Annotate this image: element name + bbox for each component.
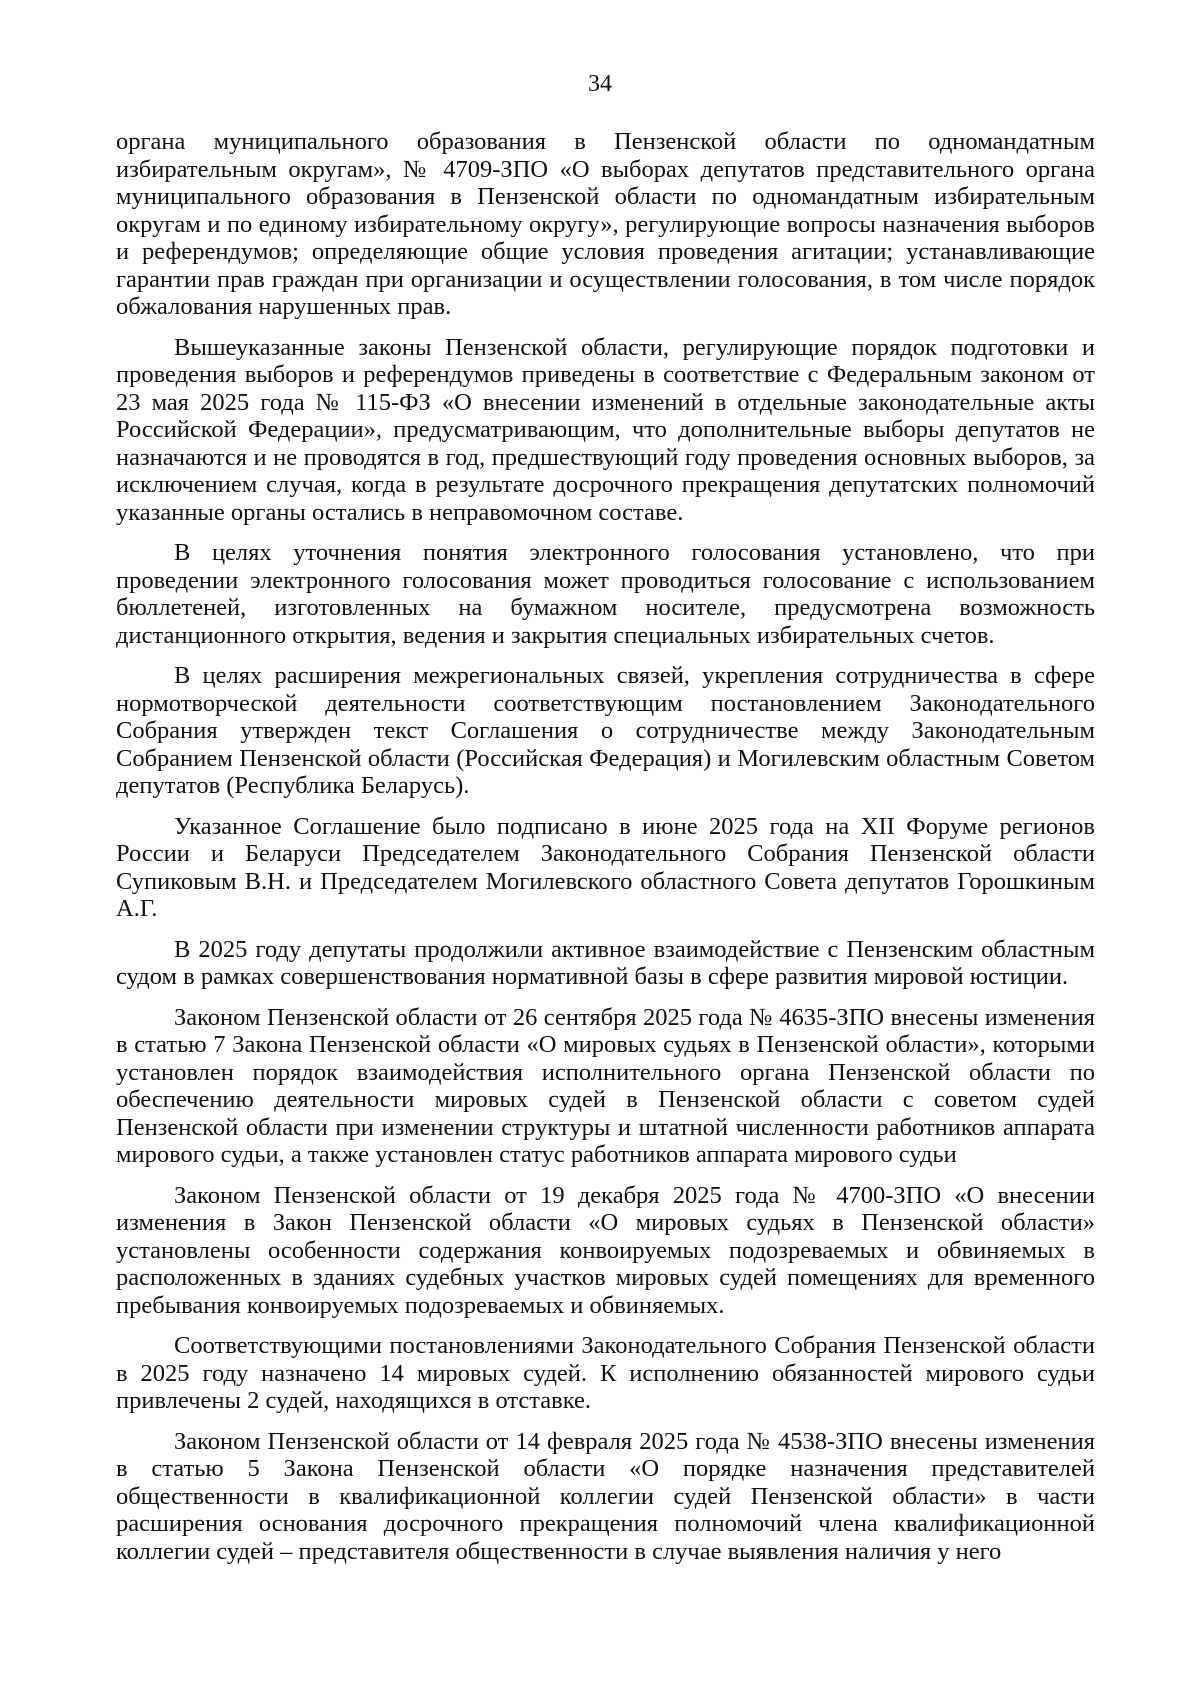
paragraph: В 2025 году депутаты продолжили активное взаимодействие с Пензенским областным судом в рамках совершенствования нормативной базы в сфере развития мировой юстиции. [116,935,1095,990]
paragraph: В целях уточнения понятия электронного голосования установлено, что при проведении электронного голосования может проводиться голосование с использованием бюллетеней, изготовленных на бумажном носителе, предусмотрена возможность дистанционного открытия, ведения и закрытия специальных избирательных счетов. [116,539,1095,649]
paragraph: Законом Пензенской области от 19 декабря 2025 года № 4700-ЗПО «О внесении изменения в Закон Пензенской области «О мировых судьях в Пензенской области» установлены особенности содержания конвоируемых подозреваемых и обвиняемых в расположенных в зданиях судебных участков мировых судей помещениях для временного пребывания конвоируемых подозреваемых и обвиняемых. [116,1181,1095,1319]
paragraph: Вышеуказанные законы Пензенской области, регулирующие порядок подготовки и проведения выборов и референдумов приведены в соответствие с Федеральным законом от 23 мая 2025 года № 115-ФЗ «О внесении изменений в отдельные законодательные акты Российской Федерации», предусматривающим, что дополнительные выборы депутатов не назначаются и не проводятся в год, предшествующий году проведения основных выборов, за исключением случая, когда в результате досрочного прекращения депутатских полномочий указанные органы остались в неправомочном составе. [116,333,1095,526]
paragraph: В целях расширения межрегиональных связей, укрепления сотрудничества в сфере нормотворческой деятельности соответствующим постановлением Законодательного Собрания утвержден текст Соглашения о сотрудничестве между Законодательным Собранием Пензенской области (Российская Федерация) и Могилевским областным Советом депутатов (Республика Беларусь). [116,662,1095,799]
page-number: 34 [588,71,612,97]
paragraph: Соответствующими постановлениями Законодательного Собрания Пензенской области в 2025 году назначено 14 мировых судей. К исполнению обязанностей мирового судьи привлечены 2 судей, находящихся в отставке. [116,1332,1095,1414]
paragraph: Законом Пензенской области от 26 сентября 2025 года № 4635-ЗПО внесены изменения в статью 7 Закона Пензенской области «О мировых судьях в Пензенской области», которыми установлен порядок взаимодействия исполнительного органа Пензенской области по обеспечению деятельности мировых судей в Пензенской области с советом судей Пензенской области при изменении структуры и штатной численности работников аппарата мирового судьи, а также установлен статус работников аппарата мирового судьи [116,1003,1095,1168]
paragraph-continuation: органа муниципального образования в Пензенской области по одномандатным избирательным округам», № 4709-ЗПО «О выборах депутатов представительного органа муниципального образования в Пензенской области по одномандатным избирательным округам и по единому избирательному округу», регулирующие вопросы назначения выборов и референдумов; определяющие общие условия проведения агитации; устанавливающие гарантии прав граждан при организации и осуществлении голосования, в том числе порядок обжалования нарушенных прав. [116,128,1095,320]
document-body [116,128,1095,1578]
paragraph: Указанное Соглашение было подписано в июне 2025 года на XII Форуме регионов России и Беларуси Председателем Законодательного Собрания Пензенской области Супиковым В.Н. и Председателем Могилевского областного Совета депутатов Горошкиным А.Г. [116,812,1095,922]
paragraph: Законом Пензенской области от 14 февраля 2025 года № 4538-ЗПО внесены изменения в статью 5 Закона Пензенской области «О порядке назначения представителей общественности в квалификационной коллегии судей Пензенской области» в части расширения основания досрочного прекращения полномочий члена квалификационной коллегии судей – представителя общественности в случае выявления наличия у него [116,1427,1095,1565]
